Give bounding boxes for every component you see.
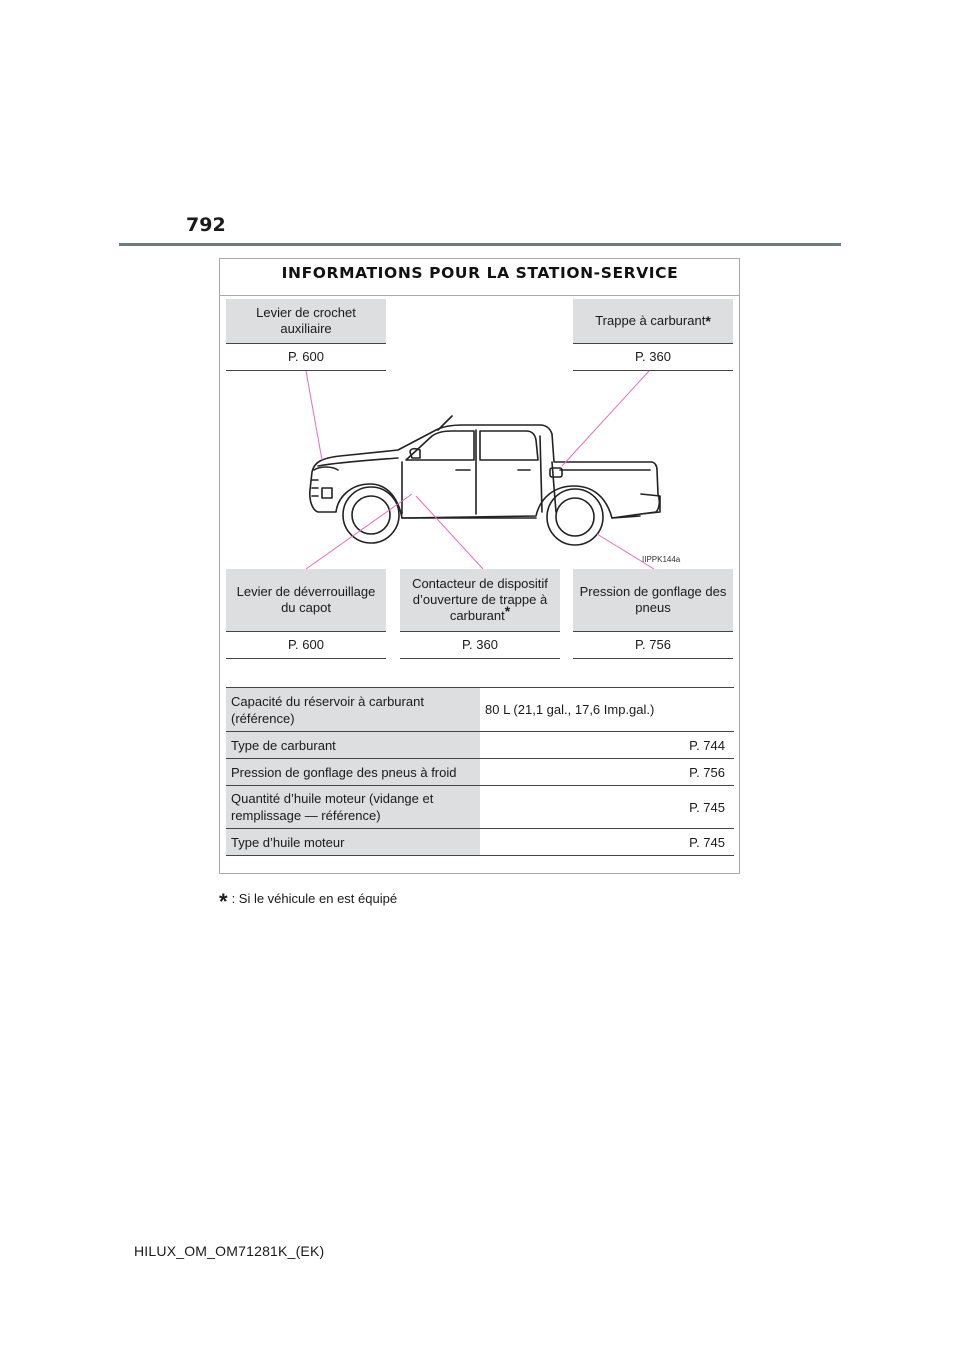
table-row — [226, 732, 734, 759]
callout-page-ref: P. 360 — [573, 344, 733, 371]
spec-value: P. 744 — [480, 732, 734, 759]
spec-value: 80 L (21,1 gal., 17,6 Imp.gal.) — [480, 688, 734, 732]
equipped-star: * — [504, 603, 511, 619]
spec-key: Type de carburant — [226, 732, 480, 759]
callout-hood-release-lever — [226, 569, 386, 659]
spec-table — [226, 687, 734, 856]
footnote-text: : Si le véhicule en est équipé — [231, 891, 398, 906]
spec-key: Type d’huile moteur — [226, 829, 480, 856]
callout-page-ref: P. 600 — [226, 344, 386, 371]
panel-title: INFORMATIONS POUR LA STATION-SERVICE — [281, 264, 679, 282]
callout-label: Levier de crochet auxiliaire — [226, 299, 386, 344]
callout-page-ref: P. 600 — [226, 632, 386, 659]
callout-tire-pressure — [573, 569, 733, 659]
footnote-star: * — [219, 889, 228, 914]
spec-key: Capacité du réservoir à carburant (référence) — [226, 688, 480, 732]
table-row — [226, 786, 734, 829]
spec-key: Quantité d’huile moteur (vidange et remplissage — référence) — [226, 786, 480, 829]
footnote — [219, 889, 397, 915]
spec-value: P. 745 — [480, 829, 734, 856]
spec-value: P. 745 — [480, 786, 734, 829]
table-row — [226, 829, 734, 856]
callout-label-text — [406, 576, 554, 624]
callout-label — [400, 569, 560, 632]
callout-label-text-main: Contacteur de dispositif d’ouverture de trappe à carburant — [412, 576, 548, 623]
callout-page-ref: P. 360 — [400, 632, 560, 659]
spec-key: Pression de gonflage des pneus à froid — [226, 759, 480, 786]
callout-label-text: Trappe à carburant — [595, 313, 706, 328]
callout-label: Trappe à carburant * — [573, 299, 733, 344]
document-code: HILUX_OM_OM71281K_(EK) — [134, 1243, 325, 1259]
page-number: 792 — [186, 214, 226, 236]
spec-value: P. 756 — [480, 759, 734, 786]
callout-page-ref: P. 756 — [573, 632, 733, 659]
callout-label: Levier de déverrouillage du capot — [226, 569, 386, 632]
callout-label: Pression de gonflage des pneus — [573, 569, 733, 632]
illustration-code: IIPPK144a — [642, 555, 681, 564]
table-row — [226, 759, 734, 786]
callout-fuel-door-switch — [400, 569, 560, 659]
table-row — [226, 688, 734, 732]
